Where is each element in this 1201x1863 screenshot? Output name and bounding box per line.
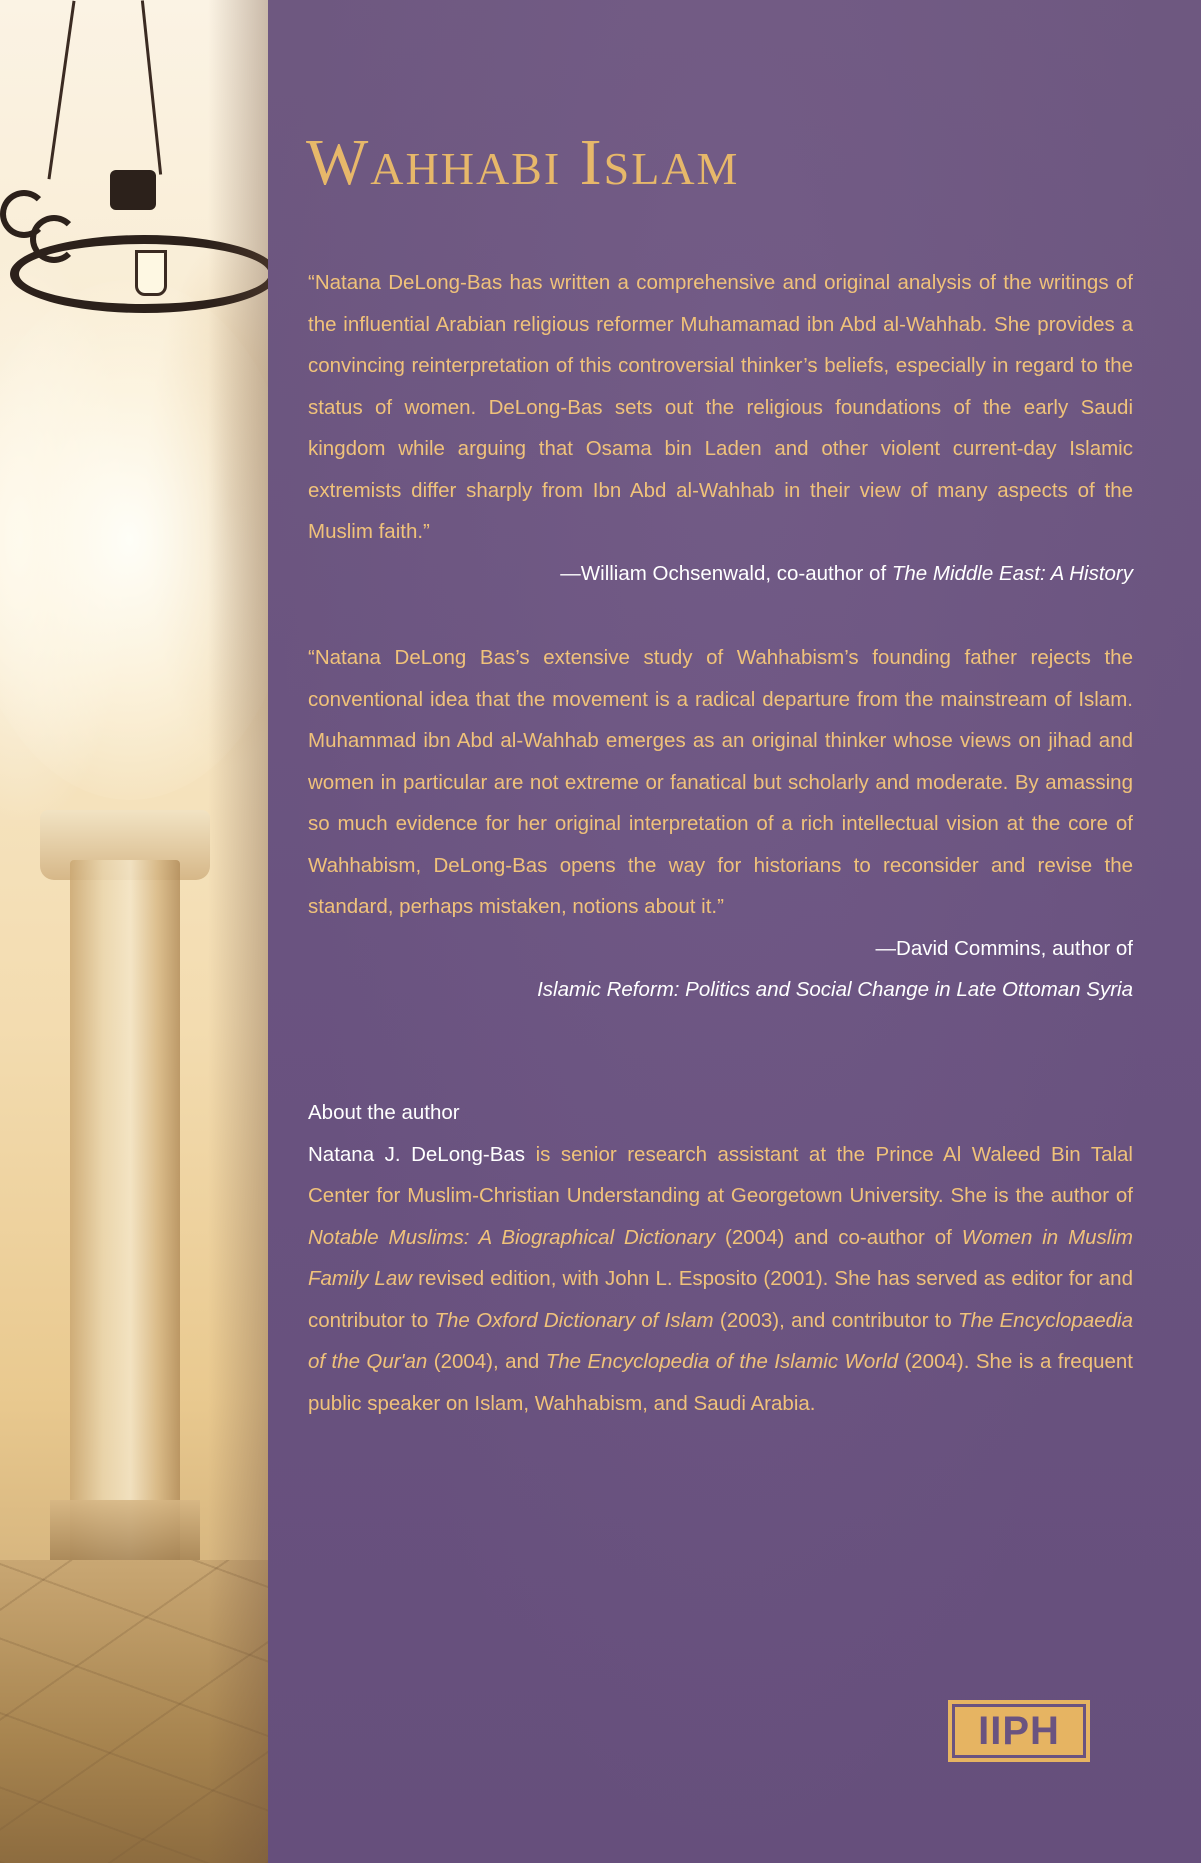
- about-heading: About the author: [308, 1101, 460, 1124]
- lamp-holder-icon: [110, 170, 156, 210]
- review-quote-1: [308, 262, 1133, 594]
- quote-2-attribution: —David Commins, author of: [875, 936, 1133, 960]
- about-text-1: is senior research assistant at the Prince Al Waleed Bin Talal Center for Muslim-Christian Understanding at Georgetown University. She is the author of: [308, 1142, 1133, 1207]
- about-author-text: [308, 1134, 1133, 1425]
- publisher-logo-text: IIPH: [952, 1704, 1086, 1758]
- back-cover-panel: [268, 0, 1201, 1863]
- lamp-glass: [135, 250, 167, 296]
- about-text-3: revised edition, with John L. Esposito (2001). She has served as editor for and contributor to: [308, 1267, 1133, 1332]
- book-title-1: Notable Muslims: A Biographical Dictionary: [308, 1225, 716, 1249]
- about-text-2: (2004) and co-author of: [715, 1225, 962, 1249]
- strip-shadow: [208, 0, 268, 1863]
- quote-1-attribution: [308, 553, 1133, 595]
- about-text-4: (2003), and contributor to: [713, 1308, 959, 1332]
- book-title-5: The Encyclopedia of the Islamic World: [545, 1350, 899, 1373]
- quote-2-work-title: Islamic Reform: Politics and Social Change in Late Ottoman Syria: [537, 978, 1133, 1001]
- about-text-5: (2004), and: [427, 1350, 546, 1373]
- book-title-2: Women in Muslim Family Law: [308, 1225, 1133, 1290]
- quote-1-work: The Middle East: A History: [891, 561, 1133, 585]
- review-quote-2: [308, 637, 1133, 1011]
- about-author-section: [308, 1092, 1133, 1424]
- book-title: Wahhabi Islam: [306, 126, 740, 199]
- author-name: Natana J. DeLong-Bas: [308, 1142, 526, 1166]
- quote-2-work: [308, 969, 1133, 1011]
- cover-photo-strip: [0, 0, 268, 1863]
- lamp-scroll-icon: [30, 215, 78, 263]
- quote-2-text: “Natana DeLong Bas’s extensive study of Wahhabism’s founding father rejects the conventional idea that the movement is a radical departure from the mainstream of Islam. Muhammad ibn Abd al-Wahhab emerges as an original thinker whose views on jihad and women in particular are not extreme or fanatical but scholarly and moderate. By amassing so much evidence for her original interpretation of a rich intellectual vision at the core of Wahhabism, DeLong-Bas opens the way for historians to reconsider and revise the standard, perhaps mistaken, notions about it.”: [308, 646, 1133, 918]
- quote-1-text: “Natana DeLong-Bas has written a comprehensive and original analysis of the writings of the influential Arabian religious reformer Muhamamad ibn Abd al-Wahhab. She provides a convincing reinterpretation of this controversial thinker’s beliefs, especially in regard to the status of women. DeLong-Bas sets out the religious foundations of the early Saudi kingdom while arguing that Osama bin Laden and other violent current-day Islamic extremists differ sharply from Ibn Abd al-Wahhab in their view of many aspects of the Muslim faith.”: [308, 271, 1133, 543]
- quote-1-author: —William Ochsenwald, co-author of: [560, 561, 892, 585]
- book-title-3: The Oxford Dictionary of Islam: [434, 1308, 714, 1332]
- publisher-logo: [948, 1700, 1090, 1762]
- book-title-4: The Encyclopaedia of the Qur'an: [308, 1308, 1133, 1373]
- about-text-6: (2004). She is a frequent public speaker on Islam, Wahhabism, and Saudi Arabia.: [308, 1350, 1133, 1415]
